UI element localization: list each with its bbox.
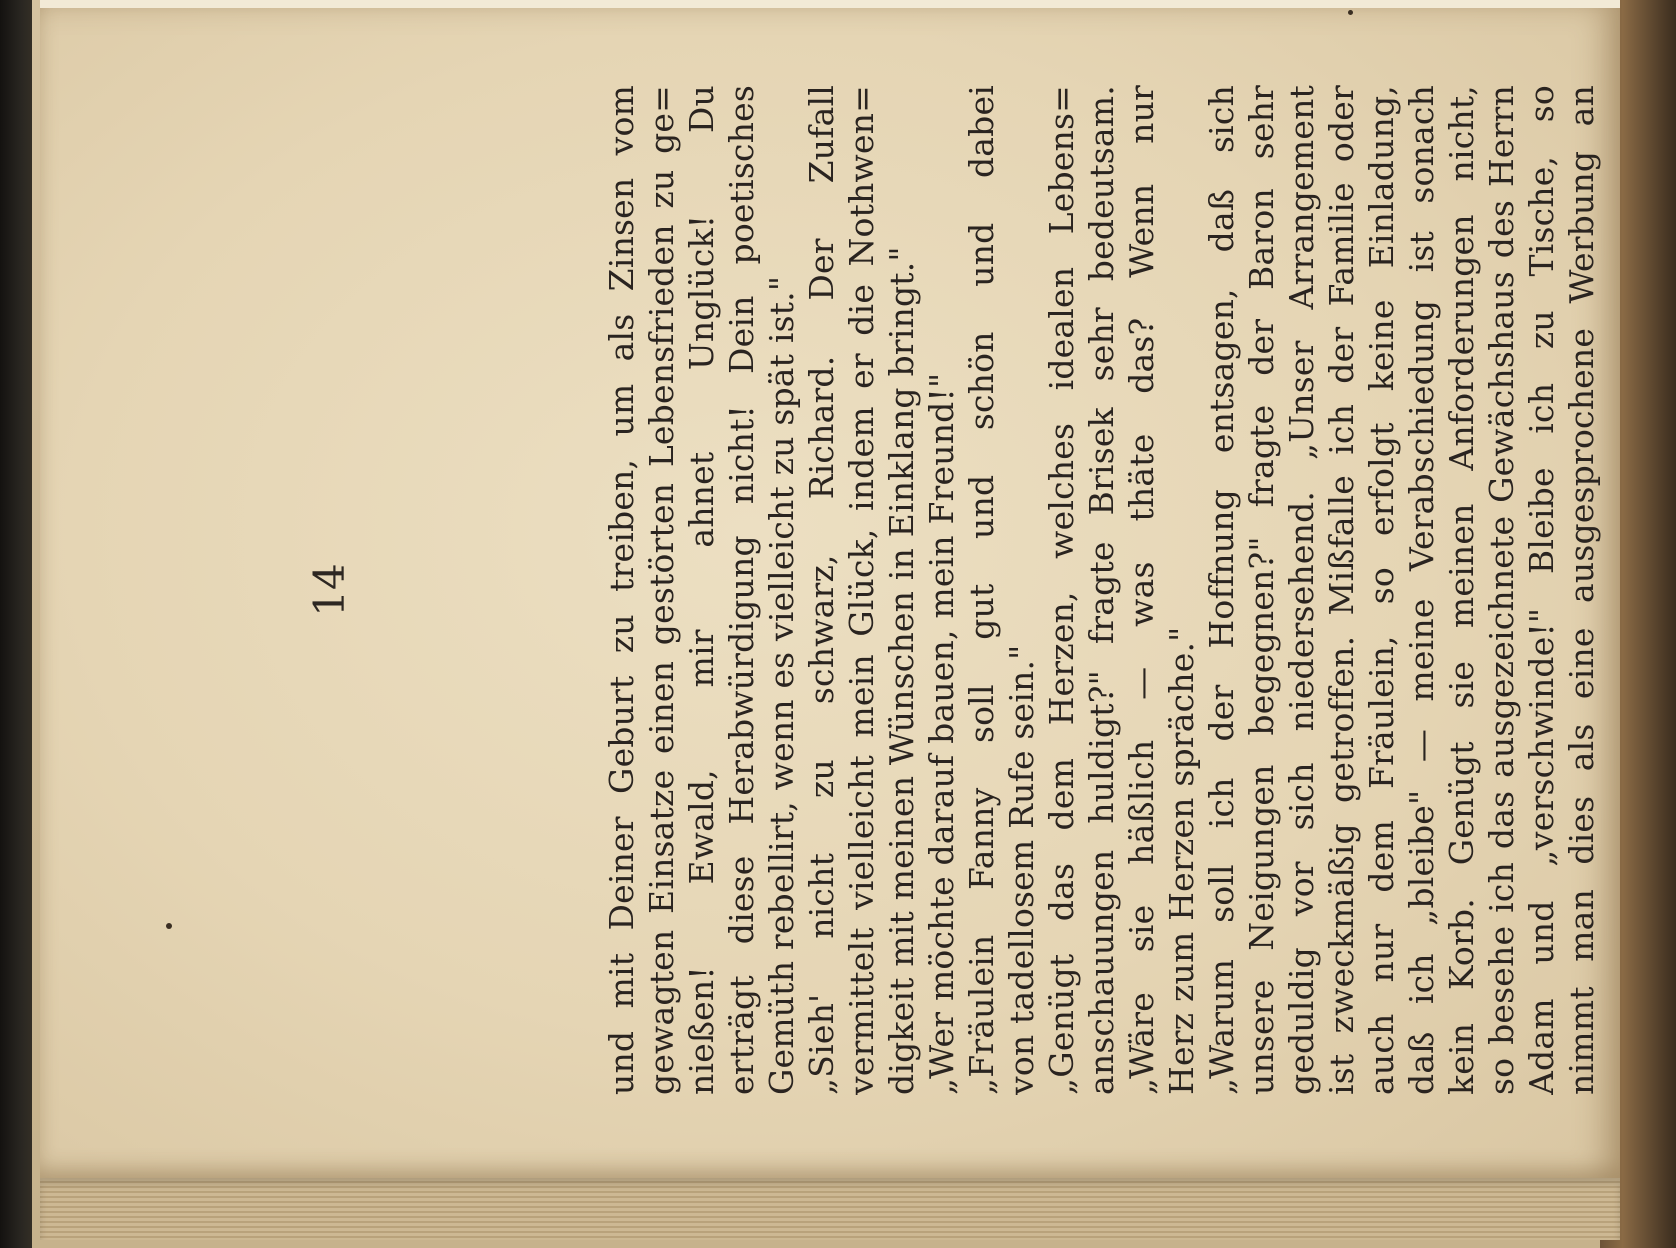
- page-top-edge: [40, 0, 1620, 8]
- text-line: geduldig vor sich niedersehend. „Unser Arrangement: [1282, 85, 1321, 1095]
- text-line: „Genügt das dem Herzen, welches idealen Lebens=: [1042, 85, 1081, 1095]
- text-line: „Sieh' nicht zu schwarz, Richard. Der Zufall: [802, 85, 841, 1095]
- text-line: Gemüth rebellirt, wenn es vielleicht zu spät ist.": [762, 275, 801, 1095]
- text-line: kein Korb. Genügt sie meinen Anforderungen nicht,: [1442, 85, 1481, 1095]
- text-line: erträgt diese Herabwürdigung nicht! Dein poetisches: [722, 85, 761, 1095]
- text-line: und mit Deiner Geburt zu treiben, um als Zinsen vom: [602, 85, 641, 1095]
- ink-spot: [166, 923, 172, 929]
- text-line: so besehe ich das ausgezeichnete Gewächshaus des Herrn: [1482, 85, 1521, 1095]
- page-stack: [40, 1178, 1620, 1240]
- text-line: „Wäre sie häßlich — was thäte das? Wenn nur: [1122, 85, 1161, 1095]
- text-line: gewagten Einsatze einen gestörten Lebensfrieden zu ge=: [642, 85, 681, 1095]
- page-text: [300, 85, 1676, 1095]
- text-line: auch nur dem Fräulein, so erfolgt keine Einladung,: [1362, 85, 1401, 1095]
- text-line: Adam und „verschwinde!" Bleibe ich zu Tische, so: [1522, 85, 1561, 1095]
- text-line: anschauungen huldigt?" fragte Brisek sehr bedeutsam.: [1082, 85, 1121, 1095]
- text-line: nimmt man dies als eine ausgesprochene Werbung an: [1562, 85, 1601, 1095]
- text-line: digkeit mit meinen Wünschen in Einklang bringt.": [882, 246, 921, 1095]
- text-line: daß ich „bleibe" — meine Verabschiedung ist sonach: [1402, 85, 1441, 1095]
- text-line: vermittelt vielleicht mein Glück, indem er die Nothwen=: [842, 85, 881, 1095]
- text-line: „Warum soll ich der Hoffnung entsagen, daß sich: [1202, 85, 1241, 1095]
- ink-spot: [1348, 10, 1353, 15]
- text-line: Herz zum Herzen spräche.": [1162, 626, 1201, 1095]
- text-line: unsere Neigungen begegnen?" fragte der Baron sehr: [1242, 85, 1281, 1095]
- text-line: ist zweckmäßig getroffen. Mißfalle ich der Familie oder: [1322, 85, 1361, 1095]
- page-number: 14: [305, 563, 354, 617]
- text-line: von tadellosem Rufe sein.": [1002, 644, 1041, 1095]
- text-line: „Wer möchte darauf bauen, mein Freund!": [922, 372, 961, 1095]
- text-line: nießen! Ewald, mir ahnet Unglück! Du: [682, 85, 721, 1095]
- text-line: „Fräulein Fanny soll gut und schön und dabei: [962, 85, 1001, 1095]
